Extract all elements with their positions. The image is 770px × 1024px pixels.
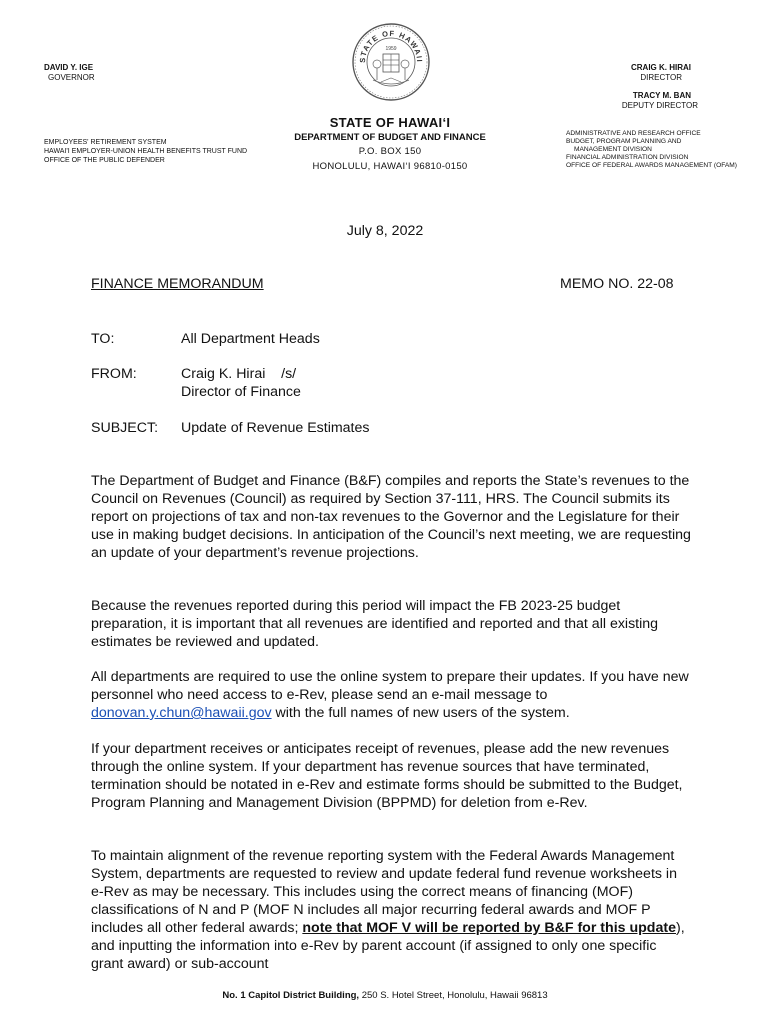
seal-text: STATE OF HAWAII <box>357 28 425 64</box>
email-link[interactable]: donovan.y.chun@hawaii.gov <box>91 705 272 721</box>
body-paragraph-5 <box>91 847 691 973</box>
from-title: Director of Finance <box>181 384 301 400</box>
left-offices-list <box>44 138 264 165</box>
right-office-item: ADMINISTRATIVE AND RESEARCH OFFICE <box>566 130 701 137</box>
footer-street: 250 S. Hotel Street, Honolulu, Hawaii 96813 <box>359 990 548 1001</box>
to-label: TO: <box>91 331 115 347</box>
mof-v-note: note that MOF V will be reported by B&F for this update <box>302 920 676 936</box>
seal-year: 1959 <box>385 46 397 52</box>
body-paragraph-3 <box>91 668 691 722</box>
director-name: CRAIG K. HIRAI <box>631 63 691 72</box>
deputy-name: TRACY M. BAN <box>632 91 691 100</box>
paragraph-5-text-end: ), and inputting the information into e-Rev by parent account (if assigned to only one specific grant award) or sub-account <box>91 920 685 972</box>
po-box: P.O. BOX 150 <box>358 146 422 157</box>
right-office-item: FINANCIAL ADMINISTRATION DIVISION <box>566 154 689 161</box>
department-name: DEPARTMENT OF BUDGET AND FINANCE <box>294 132 486 143</box>
state-seal <box>351 22 431 102</box>
right-office-item: BUDGET, PROGRAM PLANNING AND <box>566 138 682 145</box>
body-paragraph-2: Because the revenues reported during this period will impact the FB 2023-25 budget preparation, it is important that all revenues are identified and reported and that all existing estimates be reviewed and updated. <box>91 598 659 650</box>
subject-value: Update of Revenue Estimates <box>181 420 370 436</box>
governor-title: GOVERNOR <box>48 73 95 82</box>
from-label: FROM: <box>91 366 137 382</box>
right-office-item: OFFICE OF FEDERAL AWARDS MANAGEMENT (OFAM) <box>566 162 737 169</box>
memo-date: July 8, 2022 <box>346 223 424 239</box>
memo-number: MEMO NO. 22-08 <box>560 276 674 292</box>
footer-address <box>150 990 620 1001</box>
paragraph-3-text-end: with the full names of new users of the system. <box>271 705 570 721</box>
left-office-item: OFFICE OF THE PUBLIC DEFENDER <box>44 157 165 164</box>
state-name: STATE OF HAWAI‘I <box>329 115 451 130</box>
left-office-item: EMPLOYEES' RETIREMENT SYSTEM <box>44 139 167 146</box>
state-seal-graphic <box>351 22 431 102</box>
from-name: Craig K. Hirai /s/ <box>181 366 297 382</box>
memo-label: FINANCE MEMORANDUM <box>91 276 264 292</box>
left-office-item: HAWAI'I EMPLOYER-UNION HEALTH BENEFITS TRUST FUND <box>44 148 248 155</box>
footer-building: No. 1 Capitol District Building, <box>222 990 360 1001</box>
director-title: DIRECTOR <box>640 73 682 82</box>
paragraph-3-text-start: All departments are required to use the online system to prepare their updates. If you have new personnel who need access to e-Rev, please send an e-mail message to <box>91 669 689 703</box>
body-paragraph-1: The Department of Budget and Finance (B&F) compiles and reports the State’s revenues to the Council on Revenues (Council) as required by Section 37-111, HRS. The Council submits its report on projections of tax and non-tax revenues to the Governor and the Legislature for their use in making budget decisions. In anticipation of the Council’s next meeting, we are requesting an update of your department’s revenue projections. <box>91 473 691 561</box>
body-paragraph-4: If your department receives or anticipates receipt of revenues, please add the new revenues through the online system. If your department has revenue sources that have terminated, termination should be notated in e-Rev and estimate forms should be submitted to the Budget, Program Planning and Management Division (BPPMD) for deletion from e-Rev. <box>91 741 683 811</box>
right-office-item: MANAGEMENT DIVISION <box>574 146 652 153</box>
city-address: HONOLULU, HAWAI‘I 96810-0150 <box>312 161 468 172</box>
to-value: All Department Heads <box>181 331 320 347</box>
right-offices-list <box>566 130 756 170</box>
governor-name: DAVID Y. IGE <box>44 63 94 72</box>
paragraph-5-text-start: To maintain alignment of the revenue reporting system with the Federal Awards Management System, departments are requested to review and update federal fund revenue worksheets in e-Rev as may be necessary. This includes using the correct means of financing (MOF) classifications of N and P (MOF N includes all major recurring federal awards and MOF P includes all other federal awards; <box>91 848 677 936</box>
deputy-title: DEPUTY DIRECTOR <box>621 101 698 110</box>
subject-label: SUBJECT: <box>91 420 159 436</box>
